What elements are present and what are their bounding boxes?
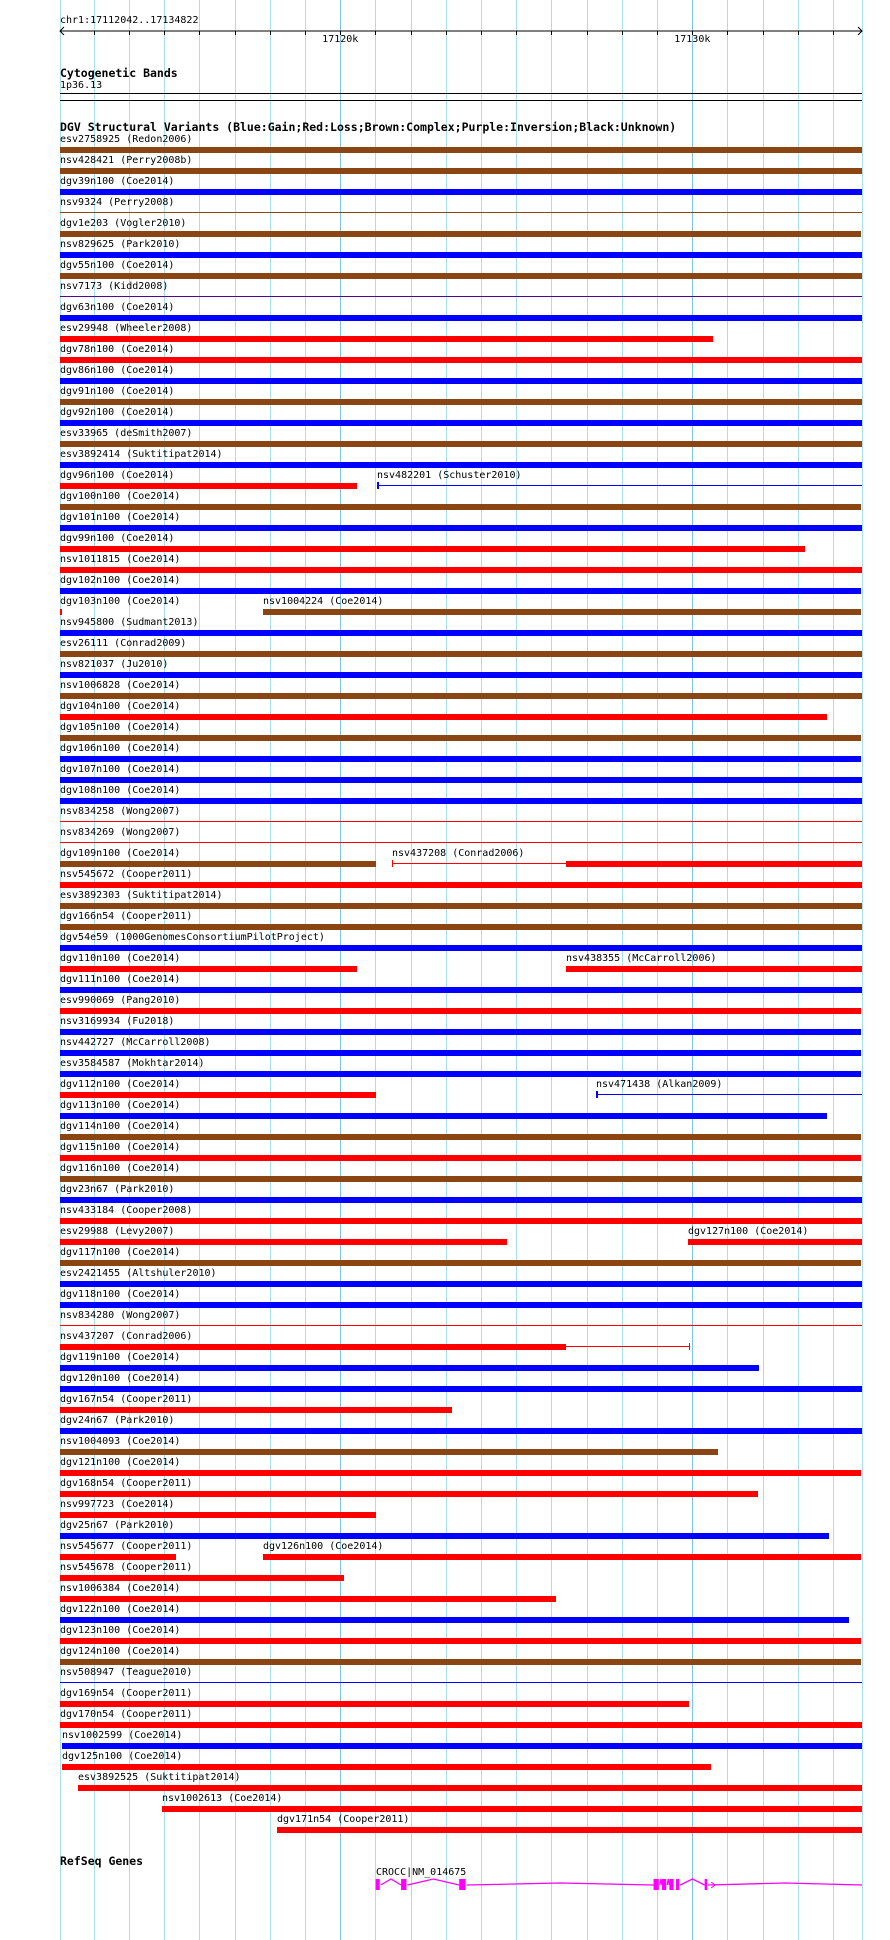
gene-exon (705, 1879, 707, 1890)
variant-bar[interactable] (60, 252, 862, 258)
variant-label[interactable]: nsv545672 (Cooper2011) (60, 869, 193, 880)
variant-line[interactable] (566, 1346, 689, 1347)
variant-bar[interactable] (60, 1575, 344, 1581)
variant-label[interactable]: nsv437207 (Conrad2006) (60, 1331, 193, 1342)
variant-bar[interactable] (60, 378, 862, 384)
variant-label[interactable]: dgv169n54 (Cooper2011) (60, 1688, 193, 1699)
variant-label[interactable]: dgv120n100 (Coe2014) (60, 1373, 181, 1384)
variant-bar[interactable] (60, 420, 862, 426)
variant-bar[interactable] (263, 609, 861, 615)
variant-bar[interactable] (60, 357, 862, 363)
gene-exon (676, 1879, 679, 1890)
variant-end-tick[interactable] (392, 860, 393, 867)
variant-line[interactable] (60, 296, 862, 297)
variant-bar[interactable] (60, 672, 862, 678)
variant-label[interactable]: esv3892414 (Suktitipat2014) (60, 449, 223, 460)
variant-label[interactable]: dgv118n100 (Coe2014) (60, 1289, 181, 1300)
variant-bar[interactable] (60, 147, 862, 153)
variant-label[interactable]: nsv829625 (Park2010) (60, 239, 181, 250)
variant-bar[interactable] (60, 714, 827, 720)
gene-model[interactable] (0, 1872, 890, 1902)
variant-bar[interactable] (62, 1764, 711, 1770)
variant-label[interactable]: nsv1011815 (Coe2014) (60, 554, 181, 565)
variant-bar[interactable] (60, 777, 862, 783)
variant-bar[interactable] (566, 966, 862, 972)
variant-label[interactable]: dgv104n100 (Coe2014) (60, 701, 181, 712)
variant-bar[interactable] (60, 609, 62, 615)
variant-label[interactable]: dgv55n100 (Coe2014) (60, 260, 175, 271)
variant-label[interactable]: dgv116n100 (Coe2014) (60, 1163, 181, 1174)
variant-label[interactable]: nsv1006828 (Coe2014) (60, 680, 181, 691)
variant-label[interactable]: dgv112n100 (Coe2014) (60, 1079, 181, 1090)
variant-bar[interactable] (277, 1827, 862, 1833)
variant-label[interactable]: dgv124n100 (Coe2014) (60, 1646, 181, 1657)
variant-label[interactable]: nsv3169934 (Fu2018) (60, 1016, 175, 1027)
variant-label[interactable]: dgv167n54 (Cooper2011) (60, 1394, 193, 1405)
variant-label[interactable]: dgv170n54 (Cooper2011) (60, 1709, 193, 1720)
variant-line[interactable] (377, 485, 862, 486)
variant-bar[interactable] (566, 861, 862, 867)
variant-bar[interactable] (60, 1239, 507, 1245)
variant-label[interactable]: nsv997723 (Coe2014) (60, 1499, 175, 1510)
variant-label[interactable]: dgv92n100 (Coe2014) (60, 407, 175, 418)
variant-bar[interactable] (60, 1176, 862, 1182)
variant-label[interactable]: dgv24n67 (Park2010) (60, 1415, 175, 1426)
variant-label[interactable]: dgv1e203 (Vogler2010) (60, 218, 187, 229)
variant-label[interactable]: nsv1006384 (Coe2014) (60, 1583, 181, 1594)
variant-bar[interactable] (62, 1743, 862, 1749)
variant-label[interactable]: esv26111 (Conrad2009) (60, 638, 187, 649)
variant-bar[interactable] (60, 1134, 861, 1140)
variant-bar[interactable] (78, 1785, 862, 1791)
variant-bar[interactable] (60, 1722, 862, 1728)
variant-bar[interactable] (60, 336, 713, 342)
variant-label[interactable]: dgv171n54 (Cooper2011) (277, 1814, 410, 1825)
variant-bar[interactable] (263, 1554, 861, 1560)
variant-label[interactable]: nsv834269 (Wong2007) (60, 827, 181, 838)
variant-bar[interactable] (60, 1050, 861, 1056)
variant-label[interactable]: dgv96n100 (Coe2014) (60, 470, 175, 481)
variant-bar[interactable] (60, 1008, 861, 1014)
variant-label[interactable]: nsv9324 (Perry2008) (60, 197, 175, 208)
variant-bar[interactable] (60, 1701, 689, 1707)
variant-bar[interactable] (688, 1239, 862, 1245)
variant-bar[interactable] (60, 1302, 862, 1308)
variant-label[interactable]: esv33965 (deSmith2007) (60, 428, 193, 439)
variant-bar[interactable] (60, 1218, 862, 1224)
gene-exon (459, 1879, 465, 1890)
variant-label[interactable]: nsv471438 (Alkan2009) (596, 1079, 723, 1090)
variant-label[interactable]: dgv110n100 (Coe2014) (60, 953, 181, 964)
variant-label[interactable]: nsv438355 (McCarroll2006) (566, 953, 717, 964)
dgv-track-title[interactable]: DGV Structural Variants (Blue:Gain;Red:Loss;Brown:Complex;Purple:Inversion;Black:Unknown) (60, 120, 677, 134)
variant-bar[interactable] (60, 1407, 452, 1413)
gene-exon (376, 1879, 380, 1890)
variant-bar[interactable] (60, 546, 805, 552)
variant-label[interactable]: nsv428421 (Perry2008b) (60, 155, 193, 166)
variant-line[interactable] (392, 863, 566, 864)
variant-label[interactable]: dgv106n100 (Coe2014) (60, 743, 181, 754)
gene-exon (669, 1879, 673, 1890)
variant-end-tick[interactable] (377, 482, 379, 489)
cytoband-name: 1p36.13 (60, 80, 103, 91)
variant-label[interactable]: dgv122n100 (Coe2014) (60, 1604, 181, 1615)
variant-bar[interactable] (60, 1386, 862, 1392)
variant-bar[interactable] (60, 1449, 718, 1455)
variant-bar[interactable] (60, 651, 862, 657)
variant-bar[interactable] (162, 1806, 862, 1812)
variant-bar[interactable] (60, 1155, 861, 1161)
variant-label[interactable]: nsv1004093 (Coe2014) (60, 1436, 181, 1447)
variant-label[interactable]: nsv945800 (Sudmant2013) (60, 617, 199, 628)
variant-label[interactable]: nsv545678 (Cooper2011) (60, 1562, 193, 1573)
variant-label[interactable]: dgv100n100 (Coe2014) (60, 491, 181, 502)
variant-bar[interactable] (60, 168, 862, 174)
variant-label[interactable]: dgv86n100 (Coe2014) (60, 365, 175, 376)
ruler-tick-label: 17120k (322, 34, 359, 45)
variant-label[interactable]: dgv166n54 (Cooper2011) (60, 911, 193, 922)
variant-label[interactable]: nsv433184 (Cooper2008) (60, 1205, 193, 1216)
variant-label[interactable]: dgv23n67 (Park2010) (60, 1184, 175, 1195)
variant-label[interactable]: dgv102n100 (Coe2014) (60, 575, 181, 586)
variant-end-tick[interactable] (689, 1343, 690, 1350)
position-label: chr1:17112042..17134822 (60, 15, 199, 26)
variant-line[interactable] (596, 1094, 862, 1095)
variant-bar[interactable] (60, 315, 862, 321)
cytoband-title: Cytogenetic Bands (60, 66, 178, 80)
variant-label[interactable]: dgv111n100 (Coe2014) (60, 974, 181, 985)
variant-bar[interactable] (60, 1491, 758, 1497)
variant-bar[interactable] (60, 231, 861, 237)
variant-label[interactable]: dgv39n100 (Coe2014) (60, 176, 175, 187)
ruler (0, 24, 890, 54)
gene-intron (407, 1879, 459, 1885)
variant-label[interactable]: dgv99n100 (Coe2014) (60, 533, 175, 544)
variant-label[interactable]: nsv442727 (McCarroll2008) (60, 1037, 211, 1048)
variant-label[interactable]: dgv113n100 (Coe2014) (60, 1100, 181, 1111)
variant-label[interactable]: esv3892525 (Suktitipat2014) (78, 1772, 241, 1783)
variant-bar[interactable] (60, 861, 376, 867)
variant-bar[interactable] (60, 693, 862, 699)
variant-label[interactable]: nsv1004224 (Coe2014) (263, 596, 384, 607)
gene-exon (654, 1879, 659, 1890)
variant-label[interactable]: nsv834258 (Wong2007) (60, 806, 181, 817)
variant-bar[interactable] (60, 756, 861, 762)
variant-label[interactable]: esv3584587 (Mokhtar2014) (60, 1058, 205, 1069)
gene-intron (660, 1879, 662, 1885)
variant-bar[interactable] (60, 1092, 376, 1098)
variant-bar[interactable] (60, 1617, 849, 1623)
variant-bar[interactable] (60, 1344, 566, 1350)
variant-label[interactable]: dgv101n100 (Coe2014) (60, 512, 181, 523)
variant-label[interactable]: dgv107n100 (Coe2014) (60, 764, 181, 775)
variant-bar[interactable] (60, 462, 862, 468)
variant-label[interactable]: dgv127n100 (Coe2014) (688, 1226, 809, 1237)
variant-label[interactable]: dgv117n100 (Coe2014) (60, 1247, 181, 1258)
gene-intron (708, 1883, 862, 1885)
variant-bar[interactable] (60, 483, 357, 489)
gene-label[interactable]: CROCC|NM_014675 (376, 1867, 467, 1878)
variant-label[interactable]: nsv508947 (Teague2010) (60, 1667, 193, 1678)
variant-bar[interactable] (60, 1659, 861, 1665)
variant-bar[interactable] (60, 1071, 861, 1077)
variant-label[interactable]: nsv545677 (Cooper2011) (60, 1541, 193, 1552)
variant-bar[interactable] (60, 1596, 556, 1602)
variant-label[interactable]: dgv126n100 (Coe2014) (263, 1541, 384, 1552)
variant-label[interactable]: dgv123n100 (Coe2014) (60, 1625, 181, 1636)
variant-bar[interactable] (60, 1638, 861, 1644)
variant-label[interactable]: esv2758925 (Redon2006) (60, 134, 193, 145)
variant-bar[interactable] (60, 273, 862, 279)
cytoband-line-top (60, 93, 862, 94)
variant-bar[interactable] (60, 1197, 862, 1203)
variant-bar[interactable] (60, 399, 862, 405)
cytoband-line-bottom (60, 100, 862, 101)
variant-line[interactable] (60, 842, 862, 843)
variant-label[interactable]: esv2421455 (Altshuler2010) (60, 1268, 217, 1279)
variant-bar[interactable] (60, 735, 861, 741)
variant-label[interactable]: dgv121n100 (Coe2014) (60, 1457, 181, 1468)
variant-label[interactable]: nsv821037 (Ju2010) (60, 659, 169, 670)
variant-line[interactable] (60, 1325, 862, 1326)
variant-label[interactable]: esv29948 (Wheeler2008) (60, 323, 193, 334)
variant-label[interactable]: dgv114n100 (Coe2014) (60, 1121, 181, 1132)
variant-bar[interactable] (60, 1533, 829, 1539)
variant-bar[interactable] (60, 1365, 759, 1371)
variant-label[interactable]: dgv54e59 (1000GenomesConsortiumPilotProject) (60, 932, 325, 943)
variant-label[interactable]: nsv437208 (Conrad2006) (392, 848, 525, 859)
variant-label[interactable]: dgv25n67 (Park2010) (60, 1520, 175, 1531)
variant-bar[interactable] (60, 882, 862, 888)
variant-bar[interactable] (60, 945, 862, 951)
variant-bar[interactable] (60, 504, 861, 510)
gene-intron (467, 1883, 654, 1885)
variant-bar[interactable] (60, 1281, 862, 1287)
variant-bar[interactable] (60, 966, 357, 972)
variant-label[interactable]: esv990069 (Pang2010) (60, 995, 181, 1006)
variant-label[interactable]: nsv1002613 (Coe2014) (162, 1793, 283, 1804)
variant-label[interactable]: dgv119n100 (Coe2014) (60, 1352, 181, 1363)
variant-label[interactable]: dgv115n100 (Coe2014) (60, 1142, 181, 1153)
gene-exon (401, 1879, 406, 1890)
variant-label[interactable]: dgv125n100 (Coe2014) (62, 1751, 183, 1762)
variant-label[interactable]: dgv103n100 (Coe2014) (60, 596, 181, 607)
variant-bar[interactable] (60, 1029, 861, 1035)
variant-bar[interactable] (60, 1113, 827, 1119)
variant-bar[interactable] (60, 1554, 176, 1560)
refseq-track-title[interactable]: RefSeq Genes (60, 1854, 144, 1868)
variant-line[interactable] (60, 212, 862, 213)
variant-label[interactable]: dgv109n100 (Coe2014) (60, 848, 181, 859)
variant-label[interactable]: nsv7173 (Kidd2008) (60, 281, 169, 292)
variant-bar[interactable] (60, 630, 862, 636)
variant-label[interactable]: nsv1002599 (Coe2014) (62, 1730, 183, 1741)
variant-bar[interactable] (60, 1512, 376, 1518)
variant-bar[interactable] (60, 525, 862, 531)
ruler-tick-label: 17130k (674, 34, 711, 45)
variant-bar[interactable] (60, 441, 862, 447)
variant-line[interactable] (60, 821, 862, 822)
variant-bar[interactable] (60, 1428, 862, 1434)
variant-label[interactable]: dgv78n100 (Coe2014) (60, 344, 175, 355)
variant-label[interactable]: nsv482201 (Schuster2010) (377, 470, 522, 481)
variant-bar[interactable] (60, 987, 862, 993)
variant-bar[interactable] (60, 903, 862, 909)
variant-label[interactable]: dgv168n54 (Cooper2011) (60, 1478, 193, 1489)
variant-label[interactable]: esv3892303 (Suktitipat2014) (60, 890, 223, 901)
gene-intron (680, 1879, 704, 1885)
variant-label[interactable]: nsv834280 (Wong2007) (60, 1310, 181, 1321)
variant-label[interactable]: dgv63n100 (Coe2014) (60, 302, 175, 313)
variant-bar[interactable] (60, 798, 862, 804)
gene-exon (662, 1879, 666, 1890)
variant-bar[interactable] (60, 924, 862, 930)
variant-bar[interactable] (60, 189, 862, 195)
variant-bar[interactable] (60, 1260, 861, 1266)
variant-label[interactable]: esv29988 (Levy2007) (60, 1226, 175, 1237)
variant-bar[interactable] (60, 1470, 861, 1476)
variant-label[interactable]: dgv105n100 (Coe2014) (60, 722, 181, 733)
variant-bar[interactable] (60, 588, 861, 594)
variant-end-tick[interactable] (596, 1091, 598, 1098)
variant-label[interactable]: dgv108n100 (Coe2014) (60, 785, 181, 796)
gene-intron (667, 1879, 669, 1885)
variant-label[interactable]: dgv91n100 (Coe2014) (60, 386, 175, 397)
gene-intron (381, 1879, 401, 1885)
variant-bar[interactable] (60, 567, 862, 573)
variant-line[interactable] (60, 1682, 862, 1683)
